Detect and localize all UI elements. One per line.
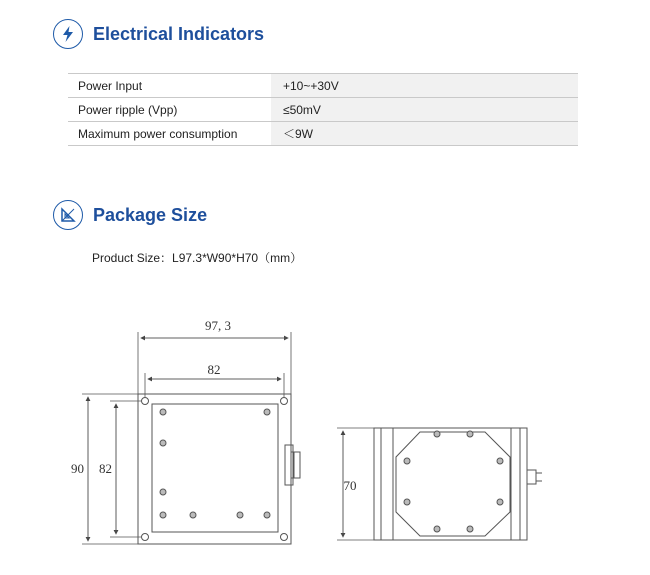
package-title: Package Size: [93, 204, 208, 225]
spec-key: [68, 98, 271, 122]
package-header: [53, 200, 207, 230]
top-view-screws: [142, 398, 288, 541]
dim-hole-spacing-depth-label: 82: [99, 461, 112, 476]
dim-hole-spacing-width-label: 82: [207, 362, 221, 377]
spec-value: +10~+30V: [271, 74, 578, 98]
product-size-text: Product Size：L97.3*W90*H70（mm）: [92, 251, 303, 265]
electrical-header: [53, 19, 264, 49]
spec-value: ≤50mV: [271, 98, 578, 122]
spec-key-text: Power ripple (Vpp): [78, 102, 178, 117]
table-row: [68, 98, 578, 122]
dim-overall-width-label: 97, 3: [205, 318, 231, 333]
top-view: [138, 394, 300, 544]
table-row: [68, 74, 578, 98]
side-view: [374, 428, 542, 540]
lightning-icon: [53, 19, 83, 49]
ruler-triangle-icon: [53, 200, 83, 230]
spec-value: ＜9W: [271, 122, 578, 146]
table-row: [68, 122, 578, 146]
dim-height-label: 70: [343, 478, 357, 493]
spec-key: Power Input: [68, 74, 271, 98]
spec-key: Maximum power consumption: [68, 122, 271, 146]
side-view-screws: [404, 431, 503, 532]
dim-overall-depth-label: 90: [71, 461, 84, 476]
electrical-spec-table: [68, 73, 578, 146]
electrical-title: Electrical Indicators: [93, 23, 265, 44]
package-dimension-drawing: [0, 300, 650, 575]
